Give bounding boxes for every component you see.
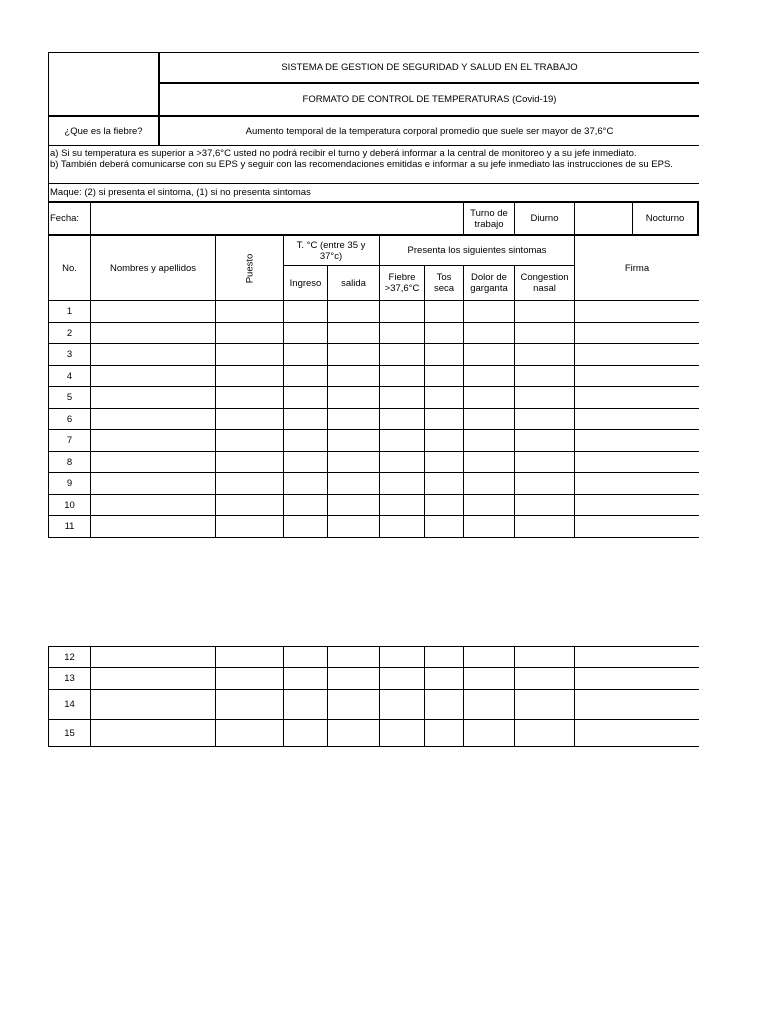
row-number: 12 — [64, 651, 75, 663]
col-puesto-label: Puesto — [243, 253, 255, 283]
table-cell-input[interactable] — [464, 323, 514, 343]
table-cell-input[interactable] — [515, 647, 574, 667]
table-cell-input[interactable] — [91, 344, 215, 365]
table-cell-input[interactable] — [575, 323, 699, 343]
table-cell-input[interactable] — [216, 409, 283, 429]
table-cell-input[interactable] — [216, 668, 283, 689]
row-number: 1 — [66, 306, 73, 317]
row-number: 10 — [64, 499, 75, 511]
table-cell-input[interactable] — [515, 495, 574, 515]
table-cell-input[interactable] — [515, 387, 574, 408]
table-cell-input[interactable] — [328, 690, 379, 719]
table-cell-input[interactable] — [515, 720, 574, 746]
row-number: 4 — [66, 370, 73, 382]
table-cell-input[interactable] — [380, 690, 424, 719]
table-cell-input[interactable] — [464, 647, 514, 667]
table-cell-input[interactable] — [515, 301, 574, 322]
table-cell-input[interactable] — [328, 387, 379, 408]
document-title: SISTEMA DE GESTION DE SEGURIDAD Y SALUD EN EL TRABAJO — [281, 62, 578, 73]
table-cell-input[interactable] — [216, 690, 283, 719]
table-cell-input[interactable] — [425, 387, 463, 408]
table-cell-input[interactable] — [380, 720, 424, 746]
table-cell-input[interactable] — [91, 690, 215, 719]
table-cell-input[interactable] — [91, 387, 215, 408]
table-cell-input[interactable] — [425, 452, 463, 472]
table-cell-input[interactable] — [284, 409, 327, 429]
table-cell-input[interactable] — [328, 409, 379, 429]
table-cell-input[interactable] — [380, 323, 424, 343]
table-cell-input[interactable] — [91, 323, 215, 343]
table-cell-input[interactable] — [328, 366, 379, 386]
logo-placeholder — [49, 53, 158, 115]
table-cell-input[interactable] — [380, 409, 424, 429]
table-cell-input[interactable] — [91, 647, 215, 667]
table-cell-input[interactable] — [284, 647, 327, 667]
table-cell-input[interactable] — [464, 668, 514, 689]
table-cell-input[interactable] — [91, 301, 215, 322]
table-cell-input[interactable] — [380, 516, 424, 537]
table-cell-input[interactable] — [91, 495, 215, 515]
note-b: b) También deberá comunicarse con su EPS y seguir con las recomendaciones emitidas e informar a su jefe inmediato las instrucciones de su EPS. — [50, 159, 673, 170]
row-number: 7 — [66, 435, 73, 446]
col-dolor: Dolor de garganta — [470, 272, 508, 294]
table-cell-input[interactable] — [515, 452, 574, 472]
row-number: 9 — [66, 478, 73, 489]
col-salida: salida — [341, 277, 366, 289]
table-cell-input[interactable] — [425, 473, 463, 494]
table-cell-input[interactable] — [425, 516, 463, 537]
table-cell-input[interactable] — [425, 323, 463, 343]
table-cell-input[interactable] — [425, 409, 463, 429]
table-cell-input[interactable] — [216, 387, 283, 408]
table-cell-input[interactable] — [515, 323, 574, 343]
table-cell-input[interactable] — [91, 366, 215, 386]
table-cell-input[interactable] — [216, 323, 283, 343]
table-cell-input[interactable] — [328, 720, 379, 746]
row-number: 6 — [66, 413, 73, 425]
table-cell-input[interactable] — [575, 452, 699, 472]
table-cell-input[interactable] — [380, 473, 424, 494]
table-cell-input[interactable] — [284, 690, 327, 719]
table-cell-input[interactable] — [575, 387, 699, 408]
table-cell-input[interactable] — [515, 344, 574, 365]
fecha-label: Fecha: — [50, 213, 80, 224]
table-cell-input[interactable] — [425, 668, 463, 689]
table-cell-input[interactable] — [328, 301, 379, 322]
table-cell-input[interactable] — [284, 344, 327, 365]
table-cell-input[interactable] — [464, 430, 514, 451]
table-cell-input[interactable] — [216, 647, 283, 667]
table-cell-input[interactable] — [575, 516, 699, 537]
row-number: 15 — [64, 727, 75, 739]
table-cell-input[interactable] — [425, 647, 463, 667]
table-cell-input[interactable] — [380, 344, 424, 365]
fever-definition: Aumento temporal de la temperatura corporal promedio que suele ser mayor de 37,6°C — [245, 125, 614, 137]
table-cell-input[interactable] — [464, 452, 514, 472]
table-cell-input[interactable] — [284, 366, 327, 386]
fecha-field[interactable] — [91, 203, 463, 234]
row-number: 5 — [66, 392, 73, 403]
nocturno-label: Nocturno — [645, 213, 685, 224]
table-cell-input[interactable] — [284, 668, 327, 689]
table-cell-input[interactable] — [328, 495, 379, 515]
table-cell-input[interactable] — [380, 647, 424, 667]
table-cell-input[interactable] — [425, 344, 463, 365]
turno-label: Turno de trabajo — [470, 207, 508, 230]
row-number: 3 — [66, 349, 73, 360]
table-cell-input[interactable] — [425, 690, 463, 719]
table-cell-input[interactable] — [380, 387, 424, 408]
table-cell-input[interactable] — [380, 366, 424, 386]
col-congestion: Congestion nasal — [520, 272, 569, 294]
table-cell-input[interactable] — [284, 720, 327, 746]
table-cell-input[interactable] — [464, 409, 514, 429]
table-cell-input[interactable] — [515, 690, 574, 719]
table-cell-input[interactable] — [425, 301, 463, 322]
table-cell-input[interactable] — [91, 452, 215, 472]
fever-question: ¿Que es la fiebre? — [64, 125, 143, 137]
table-cell-input[interactable] — [328, 647, 379, 667]
table-cell-input[interactable] — [284, 387, 327, 408]
col-fiebre: Fiebre >37,6°C — [384, 272, 420, 294]
table-cell-input[interactable] — [328, 344, 379, 365]
table-cell-input[interactable] — [464, 720, 514, 746]
table-cell-input[interactable] — [575, 409, 699, 429]
table-cell-input[interactable] — [284, 430, 327, 451]
table-cell-input[interactable] — [464, 344, 514, 365]
col-firma: Firma — [624, 262, 650, 274]
table-cell-input[interactable] — [91, 720, 215, 746]
table-cell-input[interactable] — [515, 473, 574, 494]
table-cell-input[interactable] — [575, 301, 699, 322]
table-cell-input[interactable] — [425, 495, 463, 515]
row-number: 11 — [64, 521, 75, 532]
table-cell-input[interactable] — [425, 366, 463, 386]
table-cell-input[interactable] — [464, 690, 514, 719]
diurno-checkbox[interactable] — [575, 203, 632, 234]
document-subtitle: FORMATO DE CONTROL DE TEMPERATURAS (Covid-19) — [302, 94, 557, 105]
table-cell-input[interactable] — [575, 720, 699, 746]
table-cell-input[interactable] — [328, 452, 379, 472]
table-cell-input[interactable] — [328, 473, 379, 494]
table-cell-input[interactable] — [284, 473, 327, 494]
table-cell-input[interactable] — [425, 430, 463, 451]
col-no: No. — [62, 262, 77, 274]
table-cell-input[interactable] — [380, 301, 424, 322]
table-cell-input[interactable] — [515, 366, 574, 386]
table-cell-input[interactable] — [91, 473, 215, 494]
table-cell-input[interactable] — [91, 668, 215, 689]
table-cell-input[interactable] — [380, 452, 424, 472]
table-cell-input[interactable] — [380, 495, 424, 515]
table-cell-input[interactable] — [216, 344, 283, 365]
table-cell-input[interactable] — [515, 668, 574, 689]
table-cell-input[interactable] — [464, 473, 514, 494]
row-number: 8 — [66, 456, 73, 468]
table-cell-input[interactable] — [216, 473, 283, 494]
table-cell-input[interactable] — [515, 430, 574, 451]
table-cell-input[interactable] — [464, 387, 514, 408]
table-cell-input[interactable] — [425, 720, 463, 746]
note-a: a) Si su temperatura es superior a >37,6°C usted no podrá recibir el turno y deberá informar a la central de monitoreo y a su jefe inmediato. — [50, 148, 637, 159]
col-sintomas-group: Presenta los siguientes sintomas — [407, 245, 547, 256]
table-cell-input[interactable] — [515, 516, 574, 537]
table-cell-input[interactable] — [575, 473, 699, 494]
mark-instruction: Maque: (2) si presenta el sintoma, (1) si no presenta sintomas — [50, 187, 311, 198]
table-cell-input[interactable] — [380, 430, 424, 451]
table-cell-input[interactable] — [284, 301, 327, 322]
table-cell-input[interactable] — [284, 452, 327, 472]
table-cell-input[interactable] — [216, 452, 283, 472]
table-cell-input[interactable] — [575, 690, 699, 719]
table-cell-input[interactable] — [575, 344, 699, 365]
row-number: 14 — [64, 699, 75, 710]
table-cell-input[interactable] — [515, 409, 574, 429]
table-cell-input[interactable] — [91, 430, 215, 451]
col-ingreso: Ingreso — [289, 277, 322, 289]
table-cell-input[interactable] — [284, 516, 327, 537]
table-cell-input[interactable] — [464, 301, 514, 322]
table-cell-input[interactable] — [91, 516, 215, 537]
table-cell-input[interactable] — [575, 647, 699, 667]
row-number: 13 — [64, 673, 75, 684]
col-puesto — [216, 236, 283, 300]
table-cell-input[interactable] — [328, 323, 379, 343]
row-number: 2 — [66, 327, 73, 339]
table-cell-input[interactable] — [328, 516, 379, 537]
table-cell-input[interactable] — [328, 430, 379, 451]
col-nombres: Nombres y apellidos — [109, 262, 197, 274]
table-cell-input[interactable] — [575, 668, 699, 689]
table-cell-input[interactable] — [216, 366, 283, 386]
table-cell-input[interactable] — [284, 495, 327, 515]
table-cell-input[interactable] — [575, 366, 699, 386]
table-cell-input[interactable] — [328, 668, 379, 689]
col-temp-group: T. °C (entre 35 y 37°c) — [296, 239, 366, 262]
table-cell-input[interactable] — [464, 366, 514, 386]
diurno-label: Diurno — [530, 213, 559, 224]
table-cell-input[interactable] — [464, 516, 514, 537]
table-cell-input[interactable] — [464, 495, 514, 515]
table-cell-input[interactable] — [91, 409, 215, 429]
table-cell-input[interactable] — [380, 668, 424, 689]
table-cell-input[interactable] — [216, 301, 283, 322]
table-cell-input[interactable] — [216, 720, 283, 746]
table-cell-input[interactable] — [216, 430, 283, 451]
table-cell-input[interactable] — [284, 323, 327, 343]
col-tos: Tos seca — [433, 272, 455, 294]
table-cell-input[interactable] — [216, 495, 283, 515]
table-cell-input[interactable] — [216, 516, 283, 537]
table-cell-input[interactable] — [575, 430, 699, 451]
table-cell-input[interactable] — [575, 495, 699, 515]
